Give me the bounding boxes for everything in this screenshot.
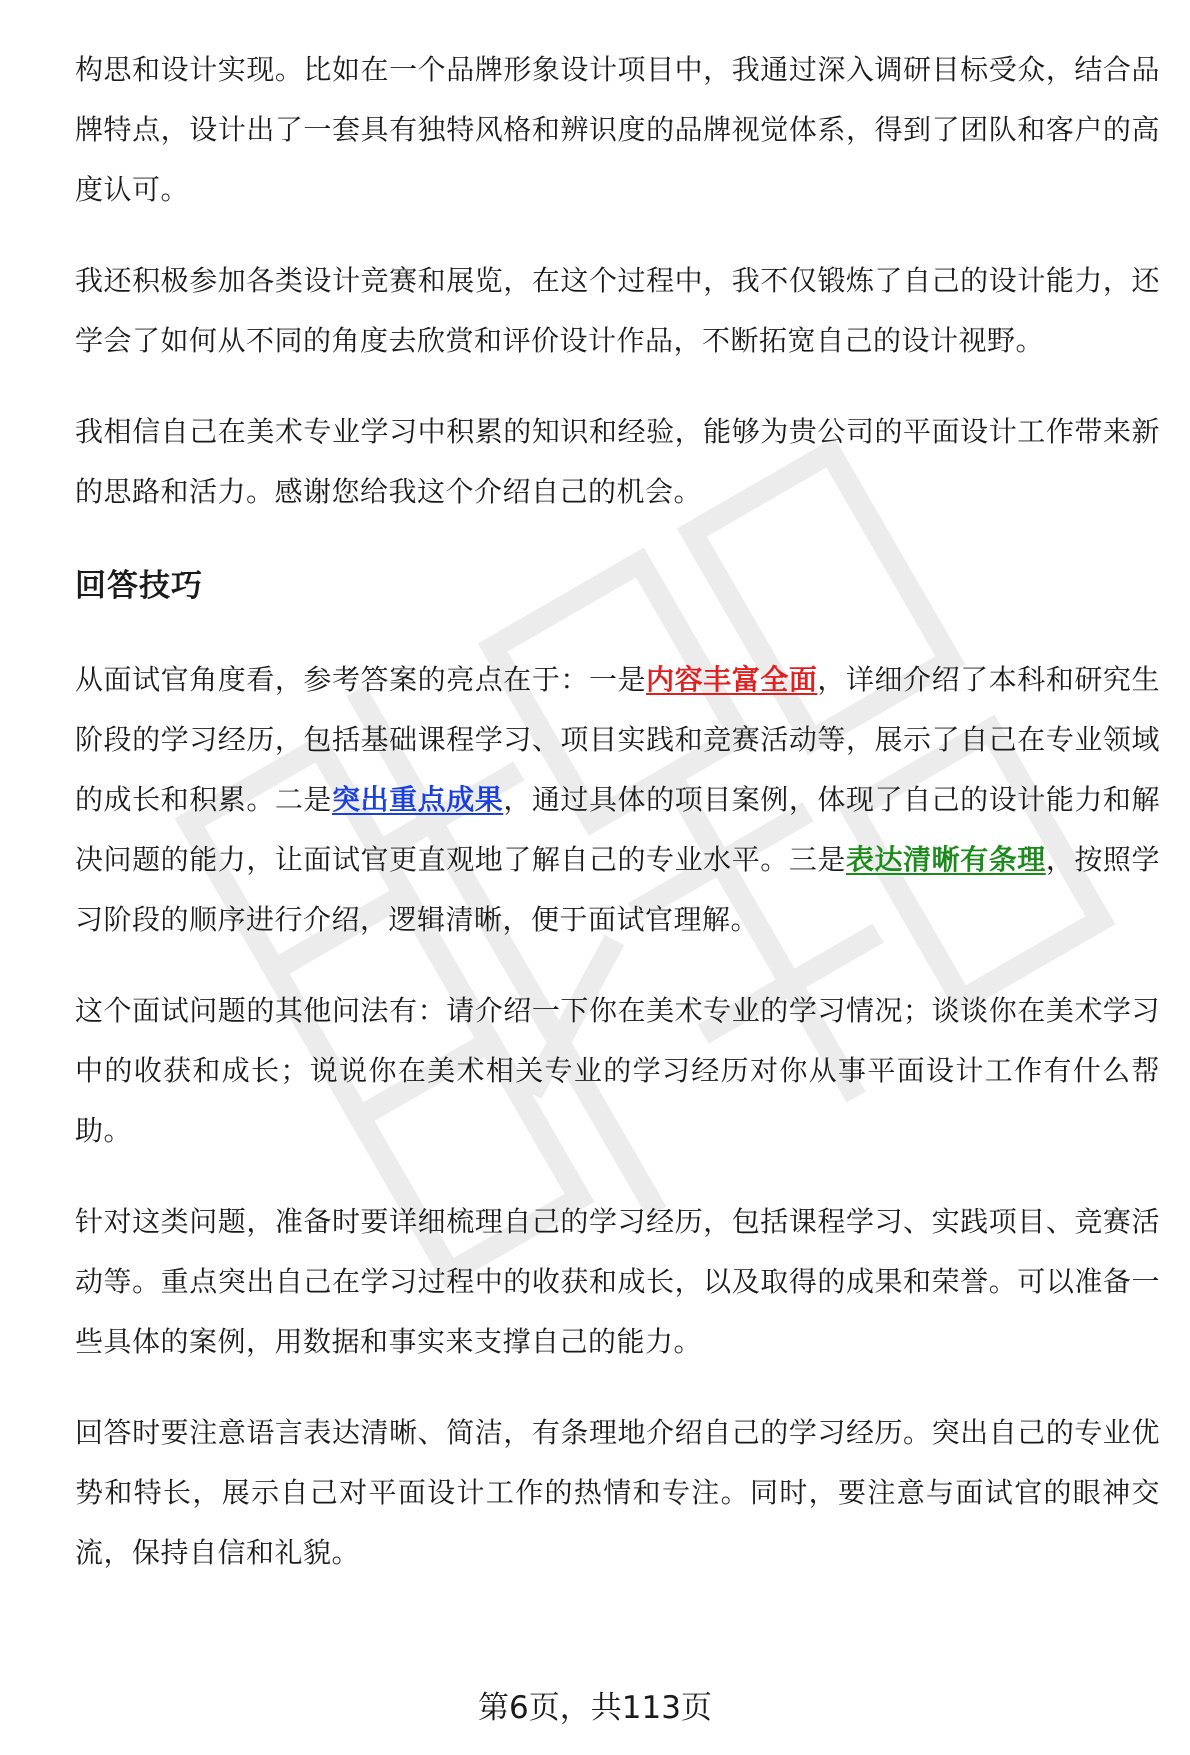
paragraph: 针对这类问题，准备时要详细梳理自己的学习经历，包括课程学习、实践项目、竞赛活动等。重点突出自己在学习过程中的收获和成长，以及取得的成果和荣誉。可以准备一些具体的案例，用数据和事实来支撑自己的能力。: [75, 1205, 1160, 1358]
highlight-paragraph: [75, 650, 1160, 950]
section-heading: 回答技巧: [75, 568, 203, 604]
paragraph-text: ，按照学习阶段的顺序进行介绍，逻辑清晰，便于面试官理解。: [75, 843, 1160, 936]
paragraph: 回答时要注意语言表达清晰、简洁，有条理地介绍自己的学习经历。突出自己的专业优势和特长，展示自己对平面设计工作的热情和专注。同时，要注意与面试官的眼神交流，保持自信和礼貌。: [75, 1416, 1160, 1569]
highlight-blue: 突出重点成果: [331, 783, 504, 816]
highlight-green: 表达清晰有条理: [845, 843, 1046, 876]
page-number: 第6页，共113页: [478, 1690, 712, 1726]
document-page: [75, 40, 1160, 1614]
paragraph-text: 从面试官角度看，参考答案的亮点在于：一是: [75, 663, 647, 696]
paragraph: 构思和设计实现。比如在一个品牌形象设计项目中，我通过深入调研目标受众，结合品牌特点，设计出了一套具有独特风格和辨识度的品牌视觉体系，得到了团队和客户的高度认可。: [75, 53, 1160, 206]
paragraph-text: ，通过具体的项目案例，体现了自己的设计能力和解决问题的能力，让面试官更直观地了解自己的专业水平。三是: [75, 783, 1160, 876]
paragraph: 我还积极参加各类设计竞赛和展览，在这个过程中，我不仅锻炼了自己的设计能力，还学会了如何从不同的角度去欣赏和评价设计作品，不断拓宽自己的设计视野。: [75, 264, 1160, 357]
paragraph-text: ，详细介绍了本科和研究生阶段的学习经历，包括基础课程学习、项目实践和竞赛活动等，展示了自己在专业领域的成长和积累。二是: [75, 663, 1160, 816]
highlight-red: 内容丰富全面: [646, 663, 818, 696]
paragraph: 这个面试问题的其他问法有：请介绍一下你在美术专业的学习情况；谈谈你在美术学习中的收获和成长；说说你在美术相关专业的学习经历对你从事平面设计工作有什么帮助。: [75, 994, 1160, 1147]
paragraph: 我相信自己在美术专业学习中积累的知识和经验，能够为贵公司的平面设计工作带来新的思路和活力。感谢您给我这个介绍自己的机会。: [75, 415, 1160, 508]
